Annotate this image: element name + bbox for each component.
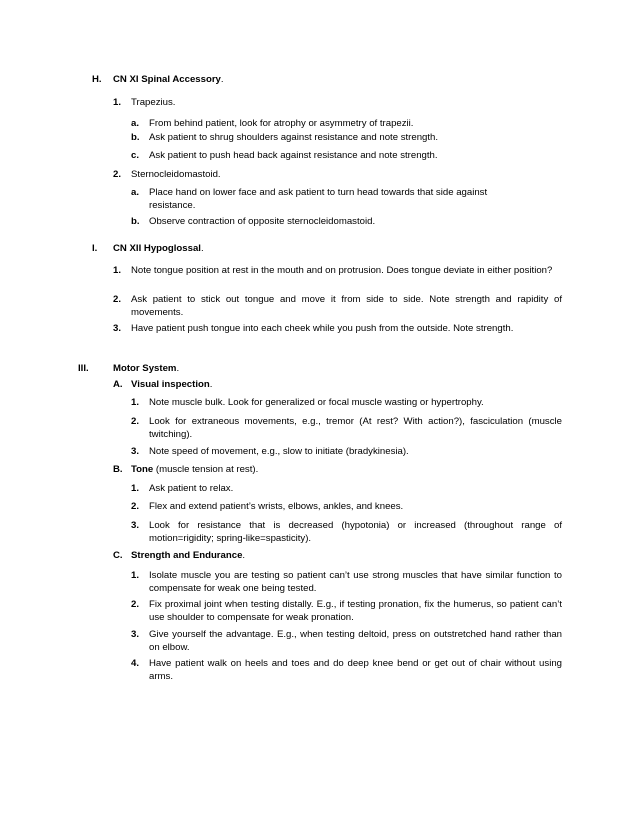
section-i-label: I. — [92, 243, 98, 254]
subsection-a-title: Visual inspection — [131, 379, 210, 390]
subsection-b-title: Tone — [131, 464, 154, 475]
section-iii-label: III. — [78, 363, 89, 374]
section-h-title: CN XI Spinal Accessory — [113, 74, 221, 85]
section-i-title: CN XII Hypoglossal — [113, 243, 201, 254]
section-iii-title: Motor System — [113, 363, 177, 374]
section-h-label: H. — [92, 74, 102, 85]
subsection-c-title: Strength and Endurance — [131, 550, 243, 561]
document-page: H. CN XI Spinal Accessory. 1. Trapezius. a. From behind patient, look for atrophy or asymmetry of trapezii. b. Ask patient to shrug shoulders against resistance and note strength. c. Ask patient to push head back against resistance and note strength. 2. Sternocleidomastoid. a. Place hand on lower face and ask patient to turn head towards that side against resistance. b. Observe contraction of opposite sternocleidomastoid. I. CN XII Hypoglossal. 1. Note tongue position at rest in the mouth and on protrusion. Does tongue deviate in either position? 2. Ask patient to stick out tongue and move it from side to side. Note strength and rapidity of movements. 3. Have patient push tongue into each cheek while you push from the outside. Note strength. III. Motor System. A. Visual inspection. 1. Note muscle bulk. Look for generalized or focal muscle wasting or hypertrophy. 2. Look for extraneous movements, e.g., tremor (At rest? With action?), fasciculation (muscle twitching). 3. Note speed of movement, e.g., slow to initiate (bradykinesia). B. Tone (muscle tension at rest). 1. Ask patient to relax. 2. Flex and extend patient’s wrists, elbows, ankles, and knees. 3. Look for resistance that is decreased (hypotonia) or increased (throughout range of motion=rigidity; spring-like=spasticity). C. Strength and Endurance. 1. Isolate muscle you are testing so patient can’t use strong muscles that have similar function to compensate for weak one being tested. 2. Fix proximal joint when testing distally. E.g., if testing pronation, fix the humerus, so patient can’t use shoulder to compensate for weak pronation. 3. Give yourself the advantage. E.g., when testing deltoid, press on outstretched hand rather than on elbow. 4. Have patient walk on heels and toes and do deep knee bend or get out of chair without using arms. — [78, 74, 562, 682]
